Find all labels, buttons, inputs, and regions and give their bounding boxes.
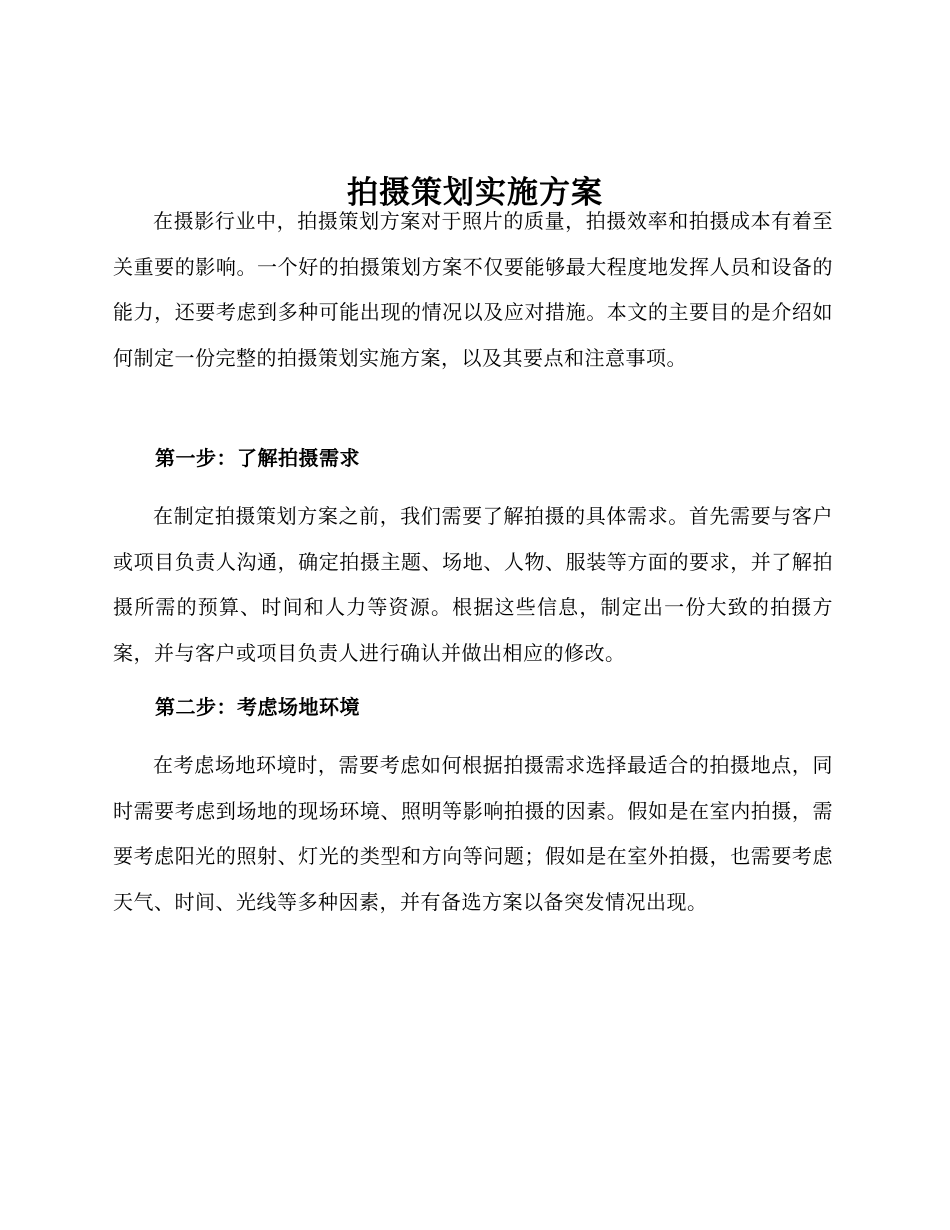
- document-title: 拍摄策划实施方案: [347, 174, 603, 211]
- intro-paragraph: 在摄影行业中，拍摄策划方案对于照片的质量，拍摄效率和拍摄成本有着至关重要的影响。一个好的拍摄策划方案不仅要能够最大程度地发挥人员和设备的能力，还要考虑到多种可能出现的情况以及应对措施。本文的主要目的是介绍如何制定一份完整的拍摄策划实施方案，以及其要点和注意事项。: [113, 209, 833, 370]
- section-heading-step-2: 第二步：考虑场地环境: [155, 695, 360, 719]
- section-paragraph-step-2: 在考虑场地环境时，需要考虑如何根据拍摄需求选择最适合的拍摄地点，同时需要考虑到场地的现场环境、照明等影响拍摄的因素。假如是在室内拍摄，需要考虑阳光的照射、灯光的类型和方向等问题；假如是在室外拍摄，也需要考虑天气、时间、光线等多种因素，并有备选方案以备突发情况出现。: [113, 753, 833, 914]
- section-heading-step-1: 第一步：了解拍摄需求: [155, 446, 360, 470]
- section-paragraph-step-1: 在制定拍摄策划方案之前，我们需要了解拍摄的具体需求。首先需要与客户或项目负责人沟通，确定拍摄主题、场地、人物、服装等方面的要求，并了解拍摄所需的预算、时间和人力等资源。根据这些信息，制定出一份大致的拍摄方案，并与客户或项目负责人进行确认并做出相应的修改。: [113, 504, 833, 665]
